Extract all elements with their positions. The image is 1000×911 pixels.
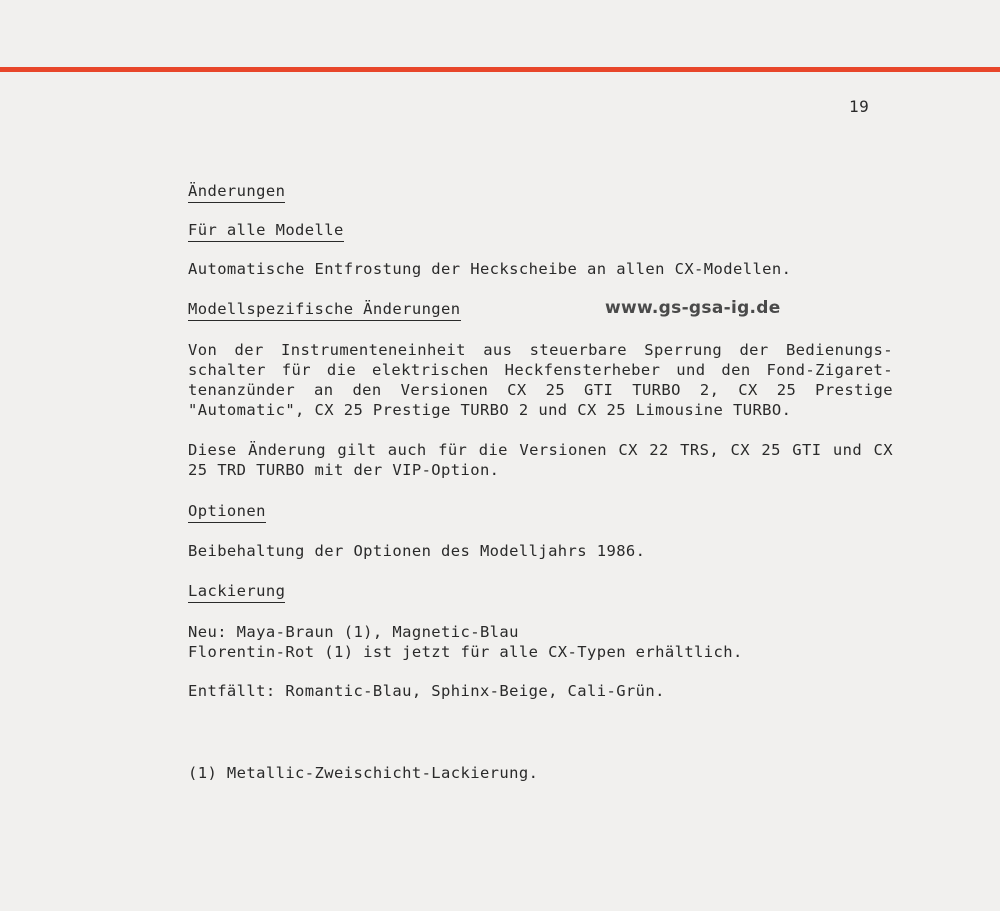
- changes-heading-block: [188, 181, 893, 203]
- watermark-url: www.gs-gsa-ig.de: [605, 298, 781, 318]
- paint-new-line-2: Florentin-Rot (1) ist jetzt für alle CX-Typen erhältlich.: [188, 643, 743, 661]
- paint-heading-block: [188, 581, 893, 603]
- options-text: Beibehaltung der Optionen des Modelljahrs 1986.: [188, 542, 646, 560]
- top-accent-rule: [0, 67, 1000, 72]
- options-heading: Optionen: [188, 501, 266, 523]
- all-models-heading-block: [188, 220, 893, 242]
- model-specific-heading-block: [188, 299, 893, 321]
- all-models-text: Automatische Entfrostung der Heckscheibe an allen CX-Modellen.: [188, 260, 792, 278]
- paint-removed: Entfällt: Romantic-Blau, Sphinx-Beige, Cali-Grün.: [188, 682, 665, 700]
- changes-heading: Änderungen: [188, 181, 285, 203]
- model-specific-paragraph-2: Diese Änderung gilt auch für die Versionen CX 22 TRS, CX 25 GTI und CX 25 TRD TURBO mit der VIP-Option.: [188, 441, 893, 479]
- page-number: 19: [849, 97, 870, 116]
- footnote: (1) Metallic-Zweischicht-Lackierung.: [188, 764, 539, 782]
- paint-new-line-1: Neu: Maya-Braun (1), Magnetic-Blau: [188, 623, 519, 641]
- all-models-heading: Für alle Modelle: [188, 220, 344, 242]
- options-heading-block: [188, 501, 893, 523]
- model-specific-paragraph-1: Von der Instrumenteneinheit aus steuerbare Sperrung der Bedienungs-schalter für die elektrischen Heckfensterheber und den Fond-Zigaret-tenanzünder an den Versionen CX 25 GTI TURBO 2, CX 25 Prestige "Automatic", CX 25 Prestige TURBO 2 und CX 25 Limousine TURBO.: [188, 341, 893, 419]
- model-specific-heading: Modellspezifische Änderungen: [188, 299, 461, 321]
- paint-heading: Lackierung: [188, 581, 285, 603]
